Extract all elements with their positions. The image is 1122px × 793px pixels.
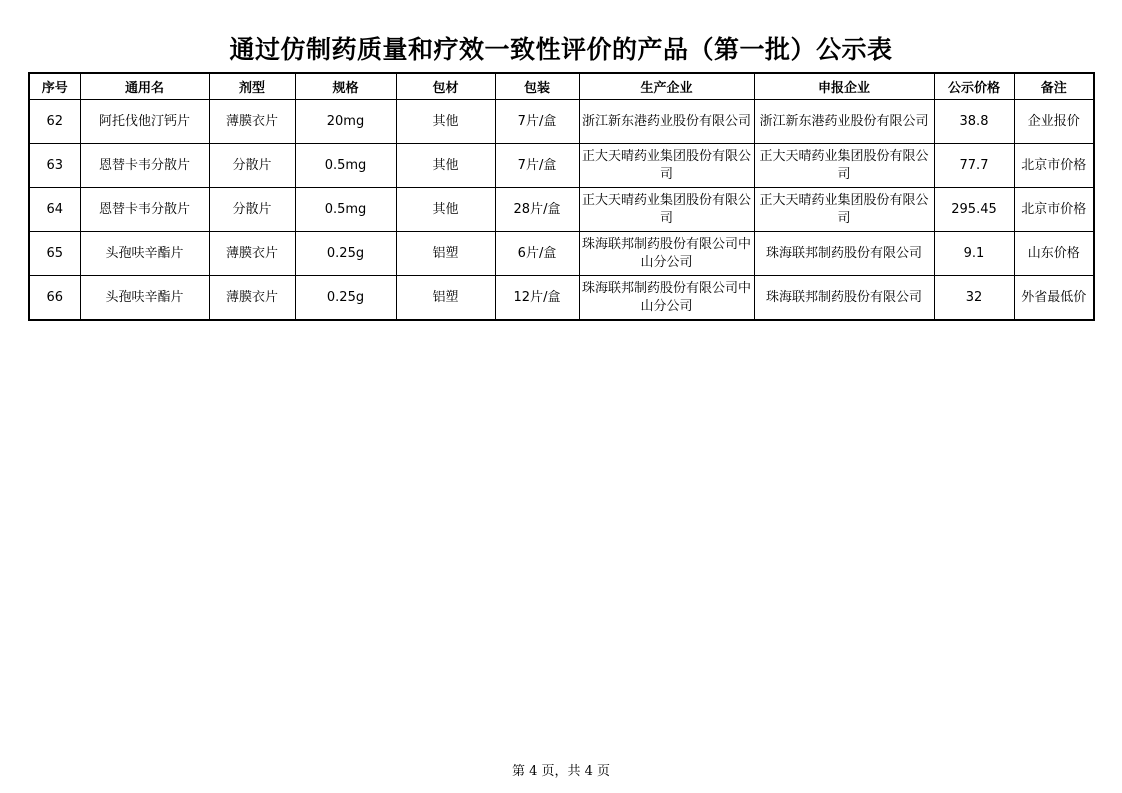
cell-manufacturer: 珠海联邦制药股份有限公司中山分公司: [579, 276, 754, 321]
cell-generic-name: 头孢呋辛酯片: [80, 276, 209, 321]
cell-generic-name: 恩替卡韦分散片: [80, 188, 209, 232]
cell-packaging-material: 其他: [396, 188, 495, 232]
cell-applicant: 正大天晴药业集团股份有限公司: [754, 144, 934, 188]
cell-applicant: 浙江新东港药业股份有限公司: [754, 100, 934, 144]
cell-manufacturer: 正大天晴药业集团股份有限公司: [579, 188, 754, 232]
col-header-package: 包装: [495, 73, 579, 100]
cell-packaging-material: 其他: [396, 144, 495, 188]
cell-package: 6片/盒: [495, 232, 579, 276]
cell-spec: 0.25g: [295, 232, 396, 276]
table-header-row: [29, 73, 1094, 100]
page-footer: 第 4 页，共 4 页: [511, 764, 611, 779]
col-header-generic-name: 通用名: [80, 73, 209, 100]
col-header-index: 序号: [29, 73, 80, 100]
cell-package: 7片/盒: [495, 144, 579, 188]
drug-table: [28, 72, 1095, 321]
cell-dosage-form: 分散片: [209, 188, 295, 232]
cell-packaging-material: 其他: [396, 100, 495, 144]
table-row: [29, 188, 1094, 232]
cell-generic-name: 头孢呋辛酯片: [80, 232, 209, 276]
cell-package: 28片/盒: [495, 188, 579, 232]
cell-generic-name: 恩替卡韦分散片: [80, 144, 209, 188]
cell-applicant: 正大天晴药业集团股份有限公司: [754, 188, 934, 232]
cell-index: 64: [29, 188, 80, 232]
cell-dosage-form: 薄膜衣片: [209, 276, 295, 321]
cell-price: 38.8: [934, 100, 1014, 144]
page-title: 通过仿制药质量和疗效一致性评价的产品（第一批）公示表: [229, 35, 893, 64]
cell-manufacturer: 正大天晴药业集团股份有限公司: [579, 144, 754, 188]
cell-packaging-material: 铝塑: [396, 276, 495, 321]
cell-package: 7片/盒: [495, 100, 579, 144]
cell-price: 9.1: [934, 232, 1014, 276]
cell-spec: 0.25g: [295, 276, 396, 321]
col-header-remarks: 备注: [1014, 73, 1094, 100]
cell-dosage-form: 薄膜衣片: [209, 100, 295, 144]
cell-dosage-form: 薄膜衣片: [209, 232, 295, 276]
col-header-manufacturer: 生产企业: [579, 73, 754, 100]
cell-spec: 0.5mg: [295, 188, 396, 232]
cell-applicant: 珠海联邦制药股份有限公司: [754, 276, 934, 321]
col-header-dosage-form: 剂型: [209, 73, 295, 100]
col-header-packaging-material: 包材: [396, 73, 495, 100]
cell-spec: 20mg: [295, 100, 396, 144]
cell-spec: 0.5mg: [295, 144, 396, 188]
cell-remarks: 外省最低价: [1014, 276, 1094, 321]
cell-manufacturer: 珠海联邦制药股份有限公司中山分公司: [579, 232, 754, 276]
col-header-price: 公示价格: [934, 73, 1014, 100]
cell-price: 77.7: [934, 144, 1014, 188]
cell-generic-name: 阿托伐他汀钙片: [80, 100, 209, 144]
cell-index: 62: [29, 100, 80, 144]
cell-remarks: 企业报价: [1014, 100, 1094, 144]
cell-remarks: 北京市价格: [1014, 188, 1094, 232]
cell-package: 12片/盒: [495, 276, 579, 321]
col-header-spec: 规格: [295, 73, 396, 100]
cell-index: 63: [29, 144, 80, 188]
cell-manufacturer: 浙江新东港药业股份有限公司: [579, 100, 754, 144]
table-row: [29, 276, 1094, 321]
cell-index: 65: [29, 232, 80, 276]
cell-remarks: 山东价格: [1014, 232, 1094, 276]
col-header-applicant: 申报企业: [754, 73, 934, 100]
cell-price: 295.45: [934, 188, 1014, 232]
cell-applicant: 珠海联邦制药股份有限公司: [754, 232, 934, 276]
cell-packaging-material: 铝塑: [396, 232, 495, 276]
table-row: [29, 100, 1094, 144]
cell-dosage-form: 分散片: [209, 144, 295, 188]
cell-remarks: 北京市价格: [1014, 144, 1094, 188]
table-row: [29, 144, 1094, 188]
cell-index: 66: [29, 276, 80, 321]
cell-price: 32: [934, 276, 1014, 321]
table-row: [29, 232, 1094, 276]
